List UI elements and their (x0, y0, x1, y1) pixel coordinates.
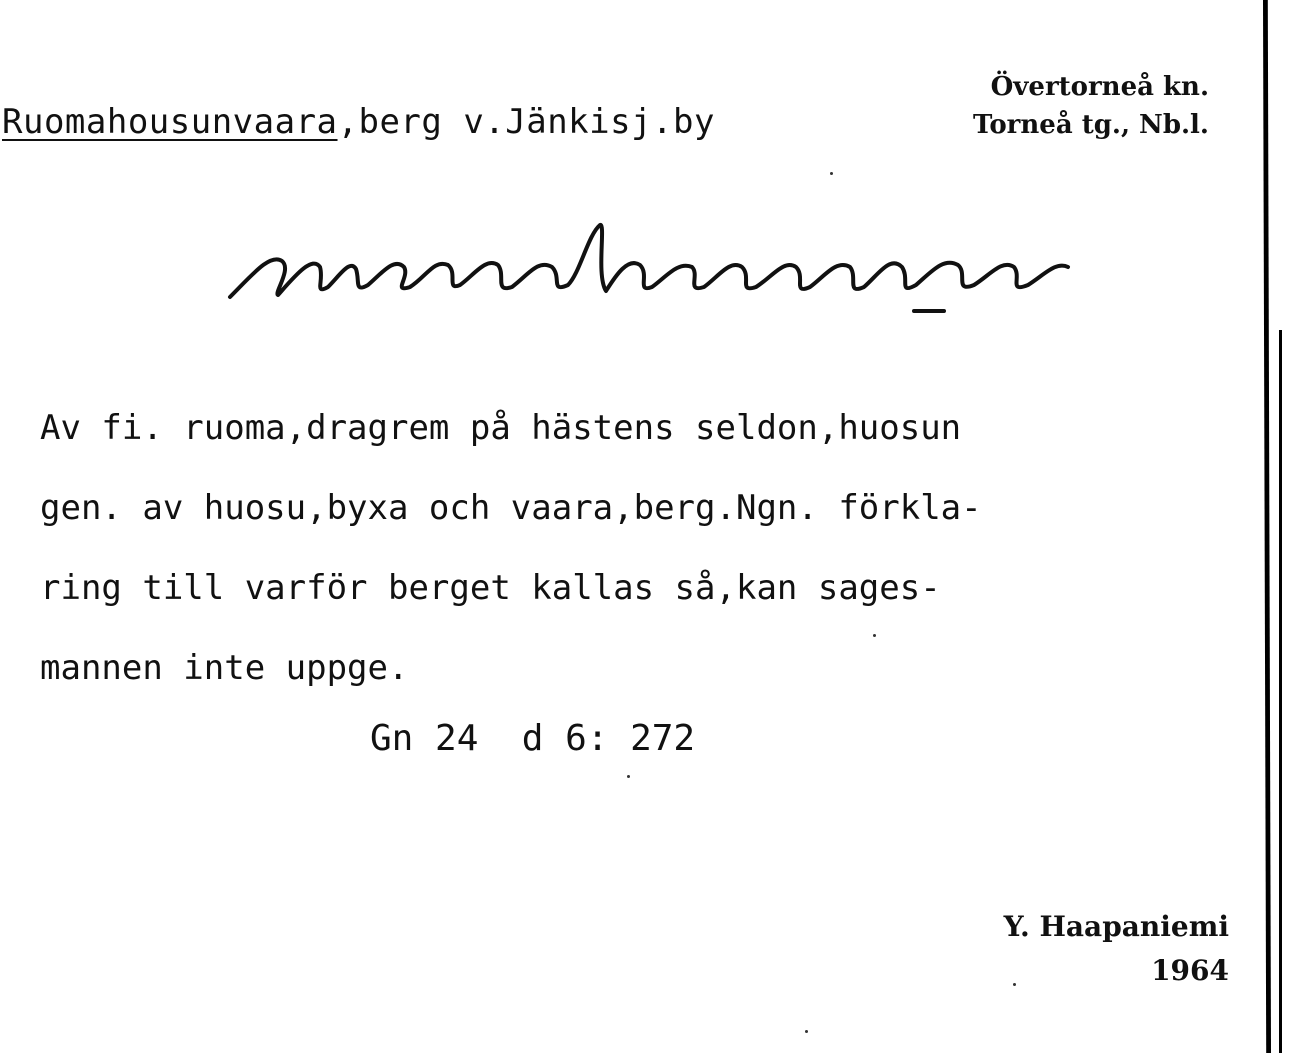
parish-district: Torneå tg., Nb.l. (972, 110, 1209, 140)
scan-speck (830, 172, 833, 175)
archive-reference: Gn 24 d 6: 272 (370, 718, 696, 759)
headword: Ruomahousunvaara (2, 102, 338, 142)
collector-year: 1964 (1151, 954, 1229, 987)
handwritten-form (222, 215, 1082, 325)
scan-speck (805, 1030, 808, 1033)
parish-block (973, 68, 1209, 144)
explanation-line-2: gen. av huosu,byxa och vaara,berg.Ngn. förkla- (40, 488, 982, 528)
scan-speck (873, 634, 876, 637)
explanation-line-3: ring till varför berget kallas så,kan sages- (40, 568, 941, 608)
scan-speck (627, 775, 630, 778)
explanation-text (40, 388, 1270, 708)
explanation-line-4: mannen inte uppge. (40, 648, 409, 688)
collector-block (1004, 905, 1229, 993)
card-edge-line-inner (1279, 330, 1282, 1053)
scan-speck (1013, 983, 1016, 986)
explanation-line-1: Av fi. ruoma,dragrem på hästens seldon,huosun (40, 408, 962, 448)
parish-municipality: Övertorneå kn. (990, 72, 1209, 102)
headword-line (2, 102, 715, 142)
headword-description: ,berg v.Jänkisj.by (337, 102, 715, 142)
collector-name: Y. Haapaniemi (1003, 910, 1229, 943)
